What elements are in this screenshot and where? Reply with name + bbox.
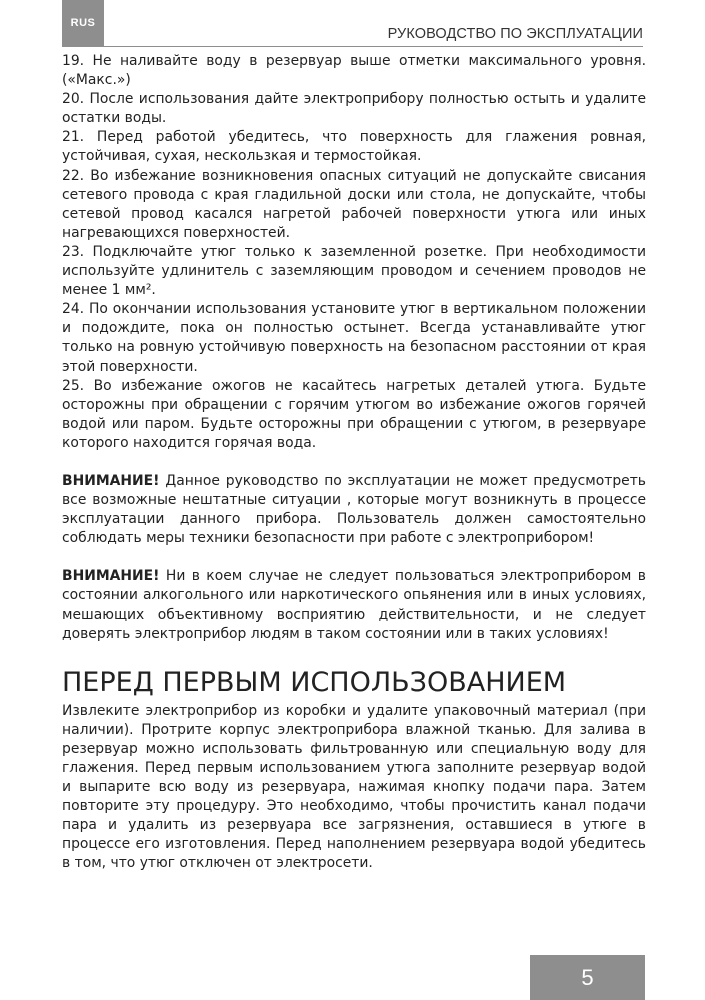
list-item-21: 21. Перед работой убедитесь, что поверхность для глажения ровная, устойчивая, сухая, нескользкая и термостойкая. — [62, 129, 646, 165]
list-item-24: 24. По окончании использования установите утюг в вертикальном положении и подождите, пока он полностью остынет. Всегда устанавливайте утюг только на ровную устойчивую поверхность на безопасном расстоянии от края этой поверхности. — [62, 301, 646, 375]
warning-label: ВНИМАНИЕ! — [62, 472, 160, 489]
list-item-20: 20. После использования дайте электроприбору полностью остыть и удалите остатки воды. — [62, 91, 646, 127]
warning-label: ВНИМАНИЕ! — [62, 568, 160, 585]
safety-list — [62, 52, 646, 453]
warning-text: Ни в коем случае не следует пользоваться электроприбором в состоянии алкогольного или наркотического опьянения или в иных условиях, мешающих объективному восприятию действительности, и не следует доверять электроприбор людям в таком состоянии или в таких условиях! — [62, 568, 646, 642]
page-number: 5 — [530, 955, 645, 1000]
list-item-19: 19. Не наливайте воду в резервуар выше отметки максимального уровня. («Макс.») — [62, 53, 646, 89]
running-header-title: РУКОВОДСТВО ПО ЭКСПЛУАТАЦИИ — [387, 26, 643, 42]
header-divider — [62, 46, 643, 47]
page-content — [62, 52, 646, 874]
list-item-25: 25. Во избежание ожогов не касайтесь нагретых деталей утюга. Будьте осторожны при обращении с горячим утюгом во избежание ожогов горячей водой или паром. Будьте осторожны при обращении с утюгом, в резервуаре которого находится горячая вода. — [62, 377, 646, 451]
section-body: Извлеките электроприбор из коробки и удалите упаковочный материал (при наличии). Протрите корпус электроприбора влажной тканью. Для залива в резервуар можно использовать фильтрованную или специальную воду для глажения. Перед первым использованием утюга заполните резервуар водой и выпарите всю воду из резервуара, нажимая кнопку подачи пара. Затем повторите эту процедуру. Это необходимо, чтобы прочистить канал подачи пара и удалить из резервуара все загрязнения, оставшиеся в утюге в процессе его изготовления. Перед наполнением резервуара водой убедитесь в том, что утюг отключен от электросети. — [62, 702, 646, 872]
list-item-22: 22. Во избежание возникновения опасных ситуаций не допускайте свисания сетевого провода с края гладильной доски или стола, не допускайте, чтобы сетевой провод касался нагретой рабочей поверхности утюга или иных нагревающихся поверхностей. — [62, 167, 646, 241]
warning-notice-2 — [62, 567, 646, 643]
warning-text: Данное руководство по эксплуатации не может предусмотреть все возможные нештатные ситуации , которые могут возникнуть в процессе эксплуатации данного прибора. Пользователь должен самостоятельно соблюдать меры техники безопасности при работе с электроприбором! — [62, 472, 646, 547]
language-tab: RUS — [62, 0, 104, 46]
list-item-23: 23. Подключайте утюг только к заземленной розетке. При необходимости используйте удлинитель с заземляющим проводом и сечением проводов не менее 1 мм². — [62, 243, 646, 299]
section-heading: ПЕРЕД ПЕРВЫМ ИСПОЛЬЗОВАНИЕМ — [62, 666, 567, 698]
warning-notice-1 — [62, 472, 646, 548]
